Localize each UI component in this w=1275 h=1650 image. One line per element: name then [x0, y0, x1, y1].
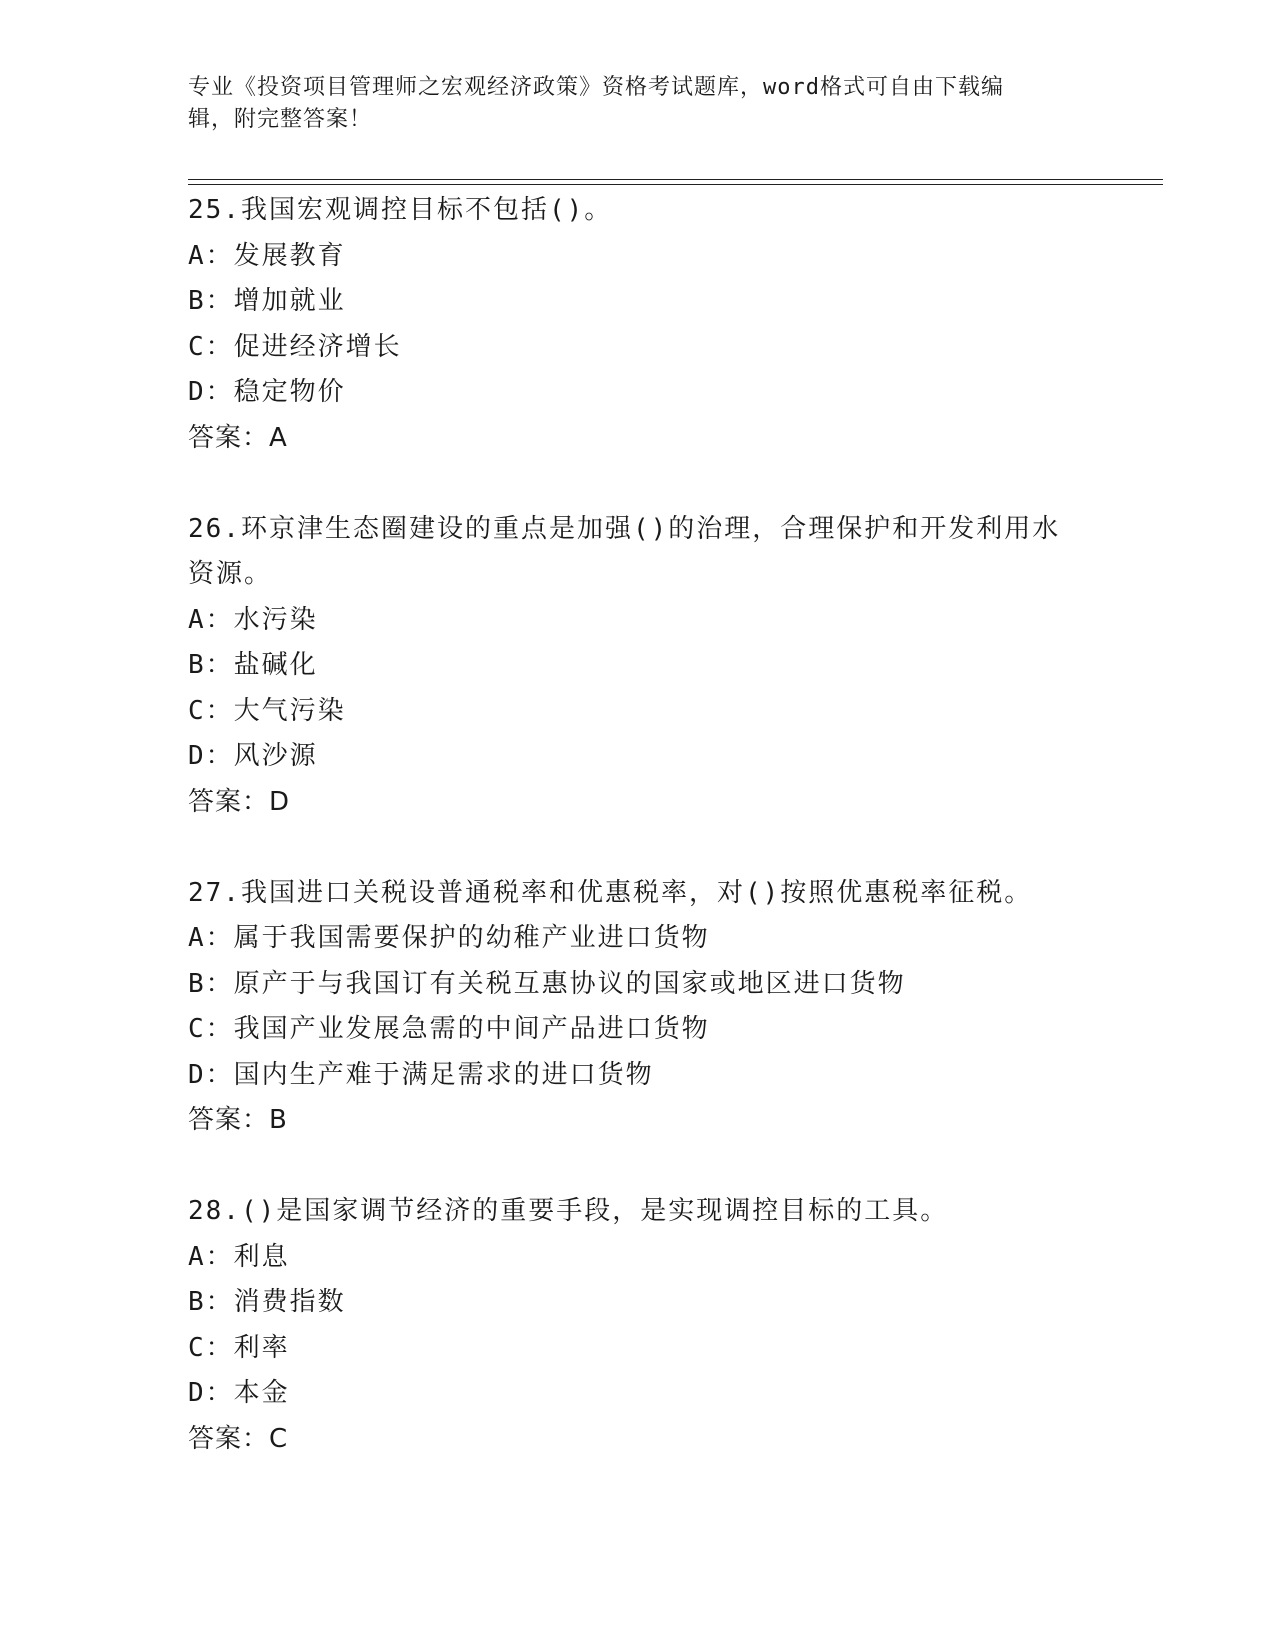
option-b: B：原产于与我国订有关税互惠协议的国家或地区进口货物	[188, 968, 906, 999]
answer	[188, 416, 1088, 462]
question-stem: 25.我国宏观调控目标不包括()。	[188, 195, 613, 225]
question-stem: 28.()是国家调节经济的重要手段，是实现调控目标的工具。	[188, 1196, 949, 1226]
answer-value: C	[269, 1423, 289, 1454]
question-stem: 27.我国进口关税设普通税率和优惠税率，对()按照优惠税率征税。	[188, 877, 1033, 908]
answer-label: 答案：	[188, 1423, 270, 1454]
answer-value: D	[269, 786, 291, 817]
question-27	[188, 871, 1088, 1144]
option-a: A：属于我国需要保护的幼稚产业进口货物	[188, 923, 710, 953]
answer-value: A	[269, 422, 288, 453]
option-d: D：稳定物价	[188, 377, 346, 407]
option-d: D：风沙源	[188, 741, 318, 771]
answer-label: 答案：	[188, 1105, 270, 1135]
option-a: A：发展教育	[188, 240, 346, 271]
header-line-2: 辑，附完整答案！	[188, 107, 373, 132]
question-26	[188, 507, 1088, 826]
answer	[188, 1417, 1088, 1463]
option-b: B：盐碱化	[188, 650, 318, 680]
option-d: D：本金	[188, 1378, 290, 1408]
header-line-1: 专业《投资项目管理师之宏观经济政策》资格考试题库，word格式可自由下载编	[188, 75, 1004, 100]
option-b: B：增加就业	[188, 286, 346, 316]
answer	[188, 780, 1088, 826]
option-b: B：消费指数	[188, 1287, 346, 1317]
header-divider-bottom	[188, 184, 1163, 185]
question-28	[188, 1189, 1088, 1462]
option-a: A：利息	[188, 1241, 290, 1272]
question-25	[188, 188, 1088, 461]
document-header	[188, 72, 1088, 136]
answer-label: 答案：	[188, 786, 270, 817]
option-a: A：水污染	[188, 604, 318, 635]
answer-value: B	[269, 1105, 288, 1135]
header-divider-top	[188, 179, 1163, 180]
option-c: C：利率	[188, 1332, 290, 1363]
answer	[188, 1098, 1088, 1144]
question-stem: 26.环京津生态圈建设的重点是加强()的治理，合理保护和开发利用水	[188, 513, 1061, 544]
option-d: D：国内生产难于满足需求的进口货物	[188, 1059, 654, 1090]
option-c: C：我国产业发展急需的中间产品进口货物	[188, 1014, 710, 1044]
answer-label: 答案：	[188, 422, 270, 453]
question-stem-continued: 资源。	[188, 559, 273, 589]
question-list	[188, 188, 1088, 1508]
option-c: C：促进经济增长	[188, 331, 402, 362]
option-c: C：大气污染	[188, 695, 346, 726]
